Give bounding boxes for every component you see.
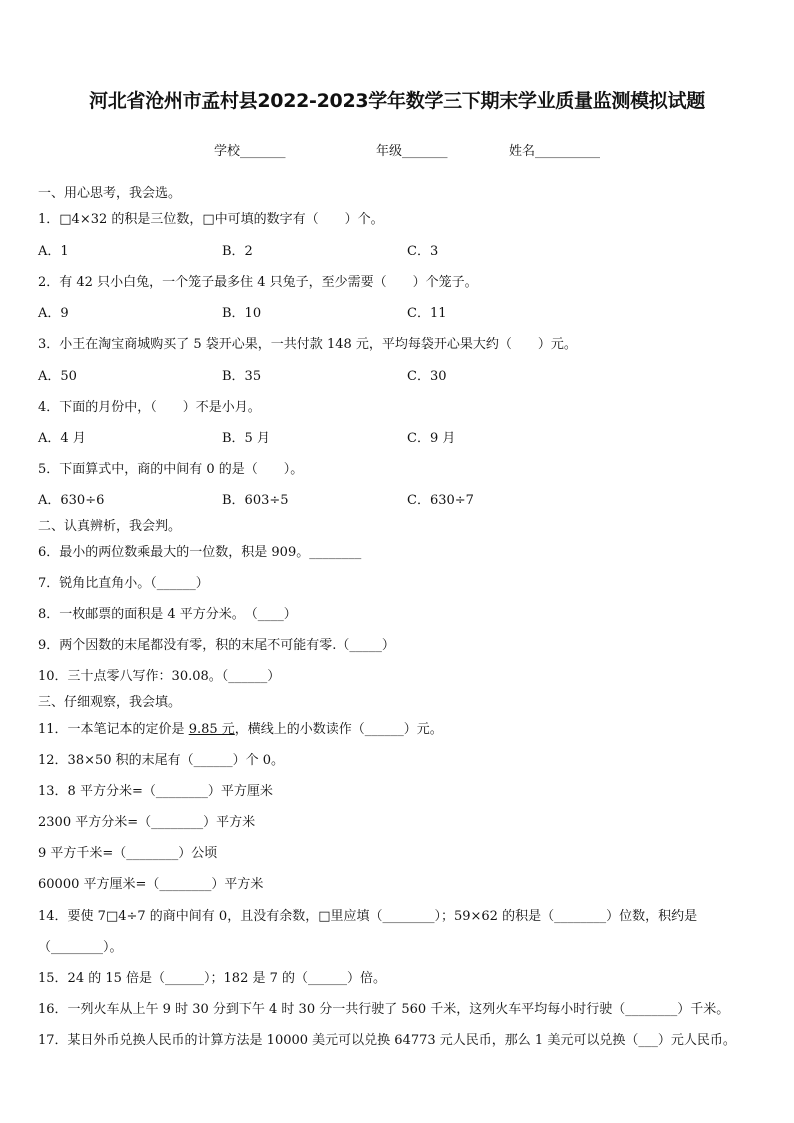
name-blank: __________ [535, 144, 601, 159]
q5-option-c: C．630÷7 [407, 493, 474, 508]
question-14-line: 14．要使 7□4÷7 的商中间有 0，且没有余数，□里应填（________）；59×62 的积是（________）位数，积约是 [38, 909, 698, 924]
question-9: 9．两个因数的末尾都没有零，积的末尾不可能有零.（_____） [38, 638, 395, 653]
question-14-line: （________）。 [38, 940, 123, 955]
school-field [214, 140, 286, 159]
name-label: 姓名 [509, 144, 536, 159]
question-17: 17．某日外币兑换人民币的计算方法是 10000 美元可以兑换 64773 元人民币，那么 1 美元可以兑换（___）元人民币。 [38, 1033, 736, 1048]
q1-option-c: C．3 [407, 244, 439, 259]
question-7: 7．锐角比直角小。（______） [38, 576, 209, 591]
section-heading: 一、用心思考，我会选。 [38, 186, 182, 201]
section-heading: 二、认真辨析，我会判。 [38, 519, 182, 534]
question-15: 15．24 的 15 倍是（______）；182 是 7 的（______）倍。 [38, 971, 387, 986]
page-title: 河北省沧州市孟村县2022-2023学年数学三下期末学业质量监测模拟试题 [89, 90, 705, 112]
question-3: 3．小王在淘宝商城购买了 5 袋开心果，一共付款 148 元，平均每袋开心果大约（ ）元。 [38, 337, 577, 352]
q1-option-a: A．1 [38, 244, 69, 259]
q3-option-b: B．35 [222, 369, 262, 384]
question-13-line: 13．8 平方分米=（________）平方厘米 [38, 784, 273, 799]
question-13-line: 60000 平方厘米=（________）平方米 [38, 877, 264, 892]
q5-option-b: B．603÷5 [222, 493, 289, 508]
q4-option-a: A．4 月 [38, 431, 86, 446]
grade-field [376, 140, 448, 159]
question-2: 2．有 42 只小白兔，一个笼子最多住 4 只兔子，至少需要（ ）个笼子。 [38, 275, 478, 290]
question-11 [38, 718, 443, 737]
q3-option-a: A．50 [38, 369, 77, 384]
q4-option-c: C．9 月 [407, 431, 456, 446]
question-1: 1．□4×32 的积是三位数，□中可填的数字有（ ）个。 [38, 212, 384, 227]
q2-option-a: A．9 [38, 306, 69, 321]
question-4: 4．下面的月份中，（ ）不是小月。 [38, 400, 261, 415]
q11-underlined-price: 9.85 元 [188, 722, 235, 737]
q2-option-b: B．10 [222, 306, 262, 321]
q4-option-b: B．5 月 [222, 431, 270, 446]
question-16: 16．一列火车从上午 9 时 30 分到下午 4 时 30 分一共行驶了 560 千米，这列火车平均每小时行驶（________）千米。 [38, 1002, 730, 1017]
question-6: 6．最小的两位数乘最大的一位数，积是 909。________ [38, 545, 362, 560]
question-5: 5．下面算式中，商的中间有 0 的是（ ）。 [38, 462, 304, 477]
section-heading: 三、仔细观察，我会填。 [38, 695, 182, 710]
question-13-line: 2300 平方分米=（________）平方米 [38, 815, 256, 830]
q11-text-after: ，横线上的小数读作（______）元。 [234, 722, 443, 737]
q5-option-a: A．630÷6 [38, 493, 105, 508]
q3-option-c: C．30 [407, 369, 447, 384]
q2-option-c: C．11 [407, 306, 447, 321]
q1-option-b: B．2 [222, 244, 253, 259]
question-12: 12．38×50 积的末尾有（______）个 0。 [38, 753, 285, 768]
question-8: 8．一枚邮票的面积是 4 平方分米。 （____） [38, 607, 297, 622]
name-field [509, 140, 600, 159]
grade-label: 年级 [376, 144, 403, 159]
question-10: 10．三十点零八写作：30.08。（______） [38, 669, 281, 684]
grade-blank: _______ [402, 144, 448, 159]
school-blank: _______ [240, 144, 286, 159]
q11-text-before: 11．一本笔记本的定价是 [38, 722, 189, 737]
question-13-line: 9 平方千米=（________）公顷 [38, 846, 218, 861]
school-label: 学校 [214, 144, 241, 159]
